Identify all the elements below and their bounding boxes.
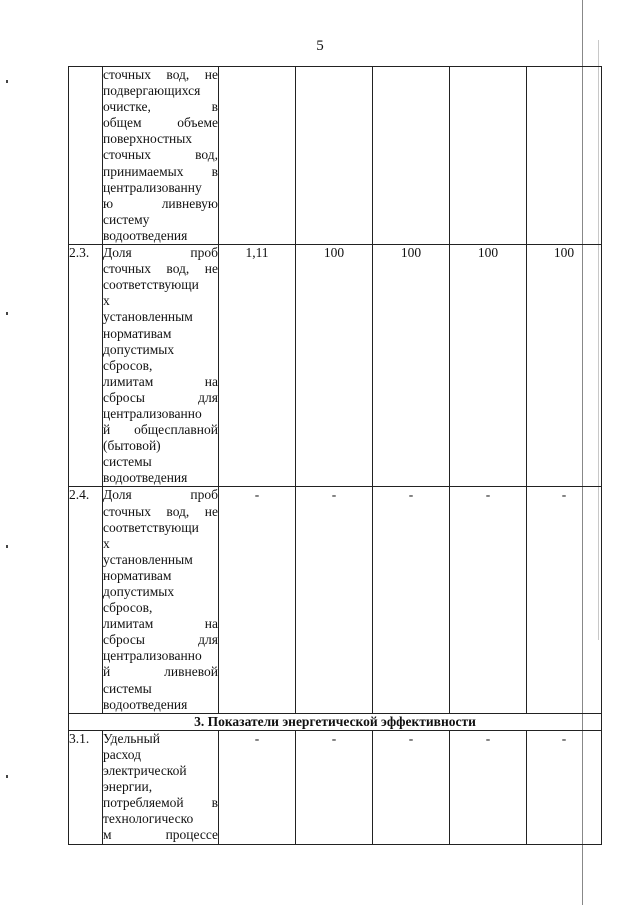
description-line: сбросов,: [103, 357, 153, 373]
description-line: й общесплавной: [103, 422, 218, 438]
description-line: (бытовой): [103, 438, 161, 454]
indicator-description: [103, 245, 219, 487]
value-cell: [373, 67, 450, 245]
description-line: принимаемых в: [103, 163, 218, 179]
description-line: сточных вод, не: [103, 67, 218, 82]
table-row: [69, 245, 602, 487]
value-cell: -: [219, 487, 296, 713]
scan-mark: [6, 80, 8, 83]
row-number: 2.3.: [69, 245, 103, 487]
section-header-row: [69, 713, 602, 730]
description-line: нормативам: [103, 567, 172, 583]
value-cell: [527, 67, 602, 245]
value-cell: -: [373, 730, 450, 844]
description-line: потребляемой в: [103, 795, 218, 811]
value-cell: -: [296, 487, 373, 713]
scan-mark: [6, 775, 8, 778]
description-line: Удельный: [103, 730, 160, 746]
description-line: общем объеме: [103, 115, 218, 131]
page-number: 5: [316, 38, 324, 54]
description-line: энергии,: [103, 779, 153, 795]
description-line: х: [103, 293, 110, 309]
value-cell: 1,11: [219, 245, 296, 487]
description-line: сбросы для: [103, 389, 218, 405]
description-line: соответствующи: [103, 519, 199, 535]
description-line: м процессе: [103, 827, 218, 843]
description-line: расход: [103, 746, 142, 762]
value-cell: -: [219, 730, 296, 844]
description-line: подвергающихся: [103, 83, 201, 99]
description-line: лимитам на: [103, 373, 218, 389]
section-title: 3. Показатели энергетической эффективности: [69, 713, 602, 730]
description-line: системы: [103, 680, 152, 696]
description-line: централизованно: [103, 405, 202, 421]
description-line: водоотведения: [103, 470, 188, 486]
table-row: [69, 487, 602, 713]
description-line: установленным: [103, 309, 193, 325]
description-line: централизованну: [103, 179, 202, 195]
description-line: водоотведения: [103, 696, 188, 712]
scan-mark: [6, 545, 8, 548]
description-line: систему: [103, 211, 150, 227]
description-line: системы: [103, 454, 152, 470]
description-line: сбросов,: [103, 600, 153, 616]
value-cell: [219, 67, 296, 245]
table-row: [69, 67, 602, 245]
description-line: сточных вод, не: [103, 503, 218, 519]
table-row: [69, 730, 602, 844]
value-cell: -: [450, 730, 527, 844]
scan-mark: [6, 312, 8, 315]
description-line: централизованно: [103, 648, 202, 664]
description-line: лимитам на: [103, 616, 218, 632]
indicator-description: [103, 487, 219, 713]
description-line: нормативам: [103, 325, 172, 341]
description-line: поверхностных: [103, 131, 193, 147]
indicator-description: [103, 730, 219, 844]
value-cell: -: [527, 730, 602, 844]
description-line: х: [103, 535, 110, 551]
value-cell: -: [296, 730, 373, 844]
value-cell: -: [373, 487, 450, 713]
description-line: Доля проб: [103, 487, 218, 503]
row-number: 3.1.: [69, 730, 103, 844]
value-cell: 100: [296, 245, 373, 487]
value-cell: [450, 67, 527, 245]
description-line: й ливневой: [103, 664, 218, 680]
value-cell: [296, 67, 373, 245]
value-cell: -: [527, 487, 602, 713]
indicators-table: [68, 66, 602, 845]
description-line: сбросы для: [103, 632, 218, 648]
description-line: сточных вод, не: [103, 261, 218, 277]
value-cell: 100: [373, 245, 450, 487]
description-line: соответствующи: [103, 277, 199, 293]
description-line: ю ливневую: [103, 195, 218, 211]
description-line: сточных вод,: [103, 147, 218, 163]
description-line: водоотведения: [103, 227, 188, 243]
description-line: допустимых: [103, 584, 175, 599]
description-line: очистке, в: [103, 99, 218, 115]
value-cell: 100: [527, 245, 602, 487]
description-line: технологическо: [103, 811, 194, 827]
row-number: [69, 67, 103, 245]
description-line: допустимых: [103, 341, 175, 357]
description-line: установленным: [103, 551, 193, 567]
value-cell: 100: [450, 245, 527, 487]
value-cell: -: [450, 487, 527, 713]
description-line: электрической: [103, 763, 187, 779]
description-line: Доля проб: [103, 245, 218, 261]
indicator-description: [103, 67, 219, 245]
row-number: 2.4.: [69, 487, 103, 713]
